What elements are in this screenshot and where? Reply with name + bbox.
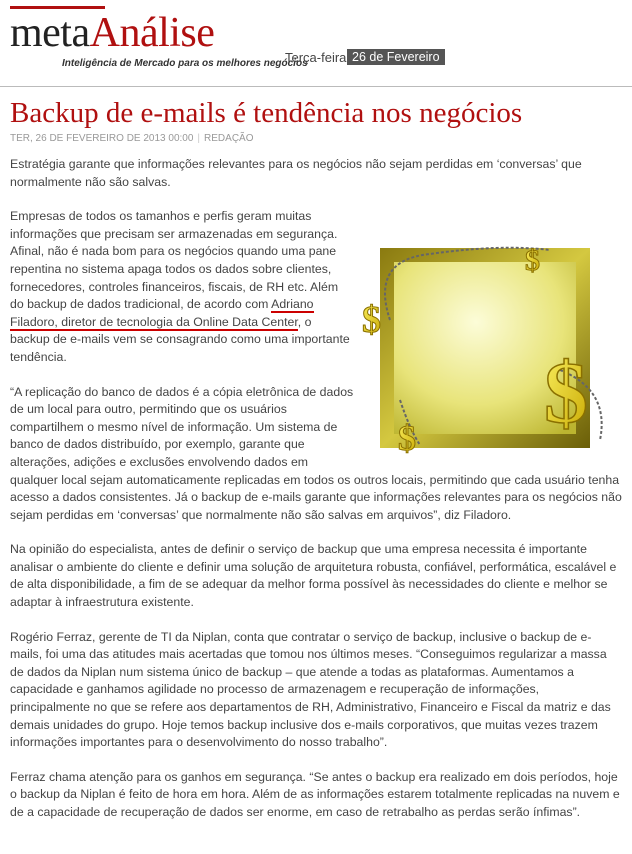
svg-text:$: $ <box>525 244 540 278</box>
author-link[interactable]: Adriano Filadoro, diretor de tecnologia da Online Data Center <box>10 297 314 329</box>
logo-accent-bar <box>10 6 105 9</box>
header-date-badge: 26 de Fevereiro <box>347 49 445 65</box>
p1-text-after: , o backup de e-mails vem se consagrando como uma importante tendência. <box>10 314 350 364</box>
article-paragraph-4: Rogério Ferraz, gerente de TI da Niplan, conta que contratar o serviço de backup, inclusive o backup de e-mails, foi uma das atitudes mais acertadas que tomou nos últimos meses. “Conseguimos regularizar a massa de dados da Niplan num sistema único de backup – que atende a todas as plataformas. Aumentamos a capacidade e ganhamos agilidade no processo de armazenagem e recuperação de informações, principalmente no que se refere aos departamentos de RH, Administrativo, Financeiro e Fiscal da matriz e das demais unidades do grupo. Hoje temos backup inclusive dos e-mails corporativos, que muitas vezes trazem informações importantes para o desenvolvimento do nosso trabalho”. <box>10 629 611 750</box>
svg-text:$: $ <box>362 299 381 342</box>
logo-analise: Análise <box>89 10 215 56</box>
header-weekday: Terça-feira <box>285 50 347 65</box>
article-meta <box>10 133 253 144</box>
article-paragraph-2: “A replicação do banco de dados é a cópia eletrônica de dados de um local para outro, permitindo que os usuários compartilhem o mesmo nível de informação. Um sistema de banco de dados distribuído, por exemplo, garante que alterações, adições e exclusões envolvendo dados em qualquer local sejam automaticamente replicadas em todos os outros locais, permitindo que cada usuário tenha acesso a dados consistentes. Já o backup de e-mails garante que informações relevantes para os negócios não sejam perdidas em ‘conversas’ que normalmente não são salvas em arquivos”, diz Filadoro. <box>10 384 622 522</box>
article-paragraph-5: Ferraz chama atenção para os ganhos em segurança. “Se antes o backup era realizado em dois períodos, hoje o backup da Niplan é feito de hora em hora. Além de as informações estarem totalmente replicadas na nuvem e de a capacidade de recuperação de dados ser enorme, em caso de retrabalho as perdas serão ínfimas”. <box>10 769 620 819</box>
logo-wordmark <box>10 12 214 54</box>
article-date: TER, 26 DE FEVEREIRO DE 2013 00:00 <box>10 133 194 144</box>
article-title: Backup de e-mails é tendência nos negócios <box>10 97 523 129</box>
svg-text:$: $ <box>544 345 588 443</box>
site-logo[interactable] <box>10 6 308 72</box>
article-author: REDAÇÃO <box>204 133 254 144</box>
p1-text-before: Empresas de todos os tamanhos e perfis geram muitas informações que precisam ser armazenadas em segurança. Afinal, não é nada bom para os negócios quando uma pane repentina no sistema apaga todos os dados sobre clientes, fornecedores, controles financeiros, fiscais, de RH etc. Além do backup de dados tradicional, de acordo com <box>10 209 339 312</box>
meta-separator: | <box>197 133 201 144</box>
logo-meta: meta <box>10 10 90 56</box>
article-lead: Estratégia garante que informações relevantes para os negócios não sejam perdidas em ‘conversas’ que normalmente não são salvas. <box>10 157 582 189</box>
article-paragraph-3: Na opinião do especialista, antes de definir o serviço de backup que uma empresa necessita é importante analisar o ambiente do cliente e definir uma solução de arquitetura robusta, confiável, performática, escalável e de alta disponibilidade, a fim de se adequar da melhor forma possível às necessidades do cliente e melhor se adaptar à infraestrutura existente. <box>10 542 617 610</box>
article-image-dollar-frame-icon <box>360 240 622 458</box>
svg-text:$: $ <box>398 418 416 459</box>
site-header <box>0 0 632 87</box>
logo-tagline: Inteligência de Mercado para os melhores negócios <box>62 58 308 69</box>
article-body <box>10 156 622 839</box>
